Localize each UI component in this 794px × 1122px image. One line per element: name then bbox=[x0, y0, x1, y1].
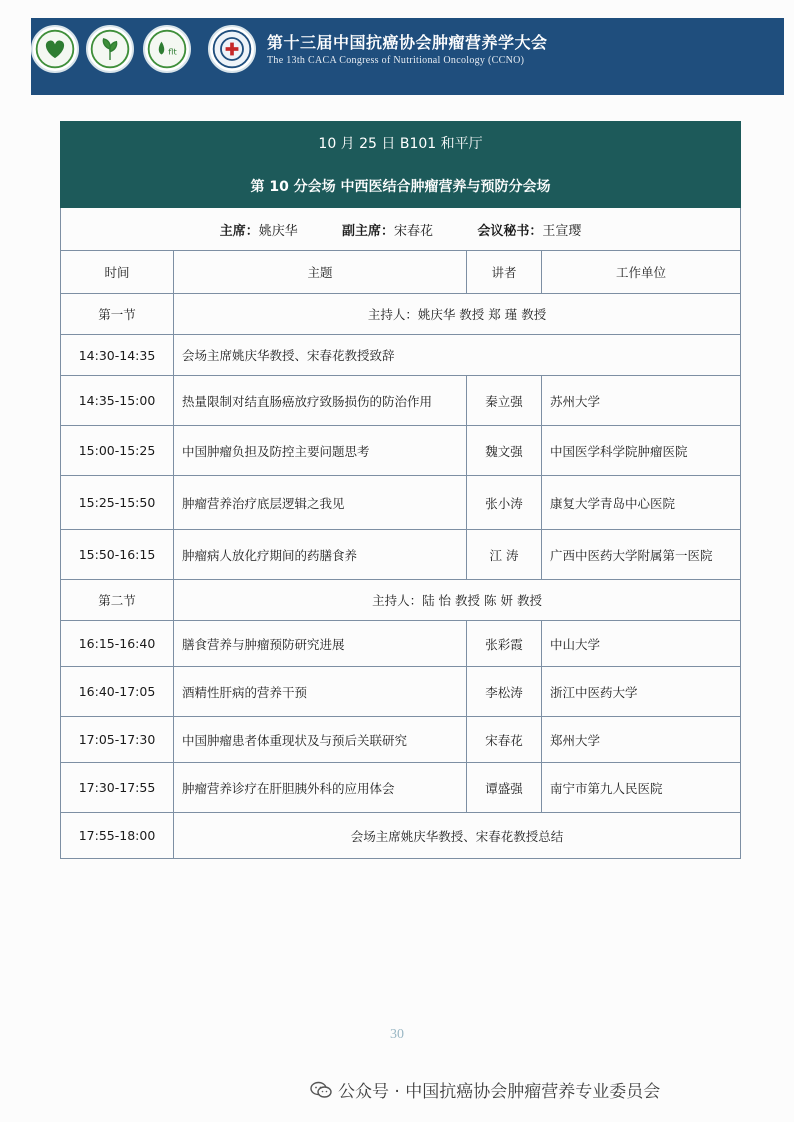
speaker-cell: 秦立强 bbox=[467, 376, 542, 426]
chair-name: 姚庆华 bbox=[258, 223, 298, 239]
unit-cell: 广西中医药大学附属第一医院 bbox=[542, 530, 741, 580]
unit-cell: 中山大学 bbox=[542, 621, 741, 667]
time-cell: 17:55-18:00 bbox=[61, 813, 174, 859]
wechat-icon bbox=[310, 1081, 332, 1099]
time-cell: 15:00-15:25 bbox=[61, 426, 174, 476]
time-cell: 15:25-15:50 bbox=[61, 476, 174, 530]
topic-cell: 会场主席姚庆华教授、宋春花教授总结 bbox=[174, 813, 741, 859]
topic-cell: 肿瘤病人放化疗期间的药膳食养 bbox=[174, 530, 467, 580]
col-unit: 工作单位 bbox=[542, 251, 741, 294]
time-cell: 16:15-16:40 bbox=[61, 621, 174, 667]
section-host: 主持人：陆 怡 教授 陈 妍 教授 bbox=[174, 580, 741, 621]
table-row bbox=[61, 717, 741, 763]
table-row bbox=[61, 476, 741, 530]
unit-cell: 中国医学科学院肿瘤医院 bbox=[542, 426, 741, 476]
unit-cell: 南宁市第九人民医院 bbox=[542, 763, 741, 813]
speaker-cell: 魏文强 bbox=[467, 426, 542, 476]
topic-cell: 中国肿瘤患者体重现状及与预后关联研究 bbox=[174, 717, 467, 763]
topic-cell: 膳食营养与肿瘤预防研究进展 bbox=[174, 621, 467, 667]
leaf-logo bbox=[86, 25, 134, 73]
topic-cell: 肿瘤营养诊疗在肝胆胰外科的应用体会 bbox=[174, 763, 467, 813]
heart-leaf-logo bbox=[31, 25, 79, 73]
speaker-cell: 李松涛 bbox=[467, 667, 542, 717]
section-host: 主持人：姚庆华 教授 郑 瑾 教授 bbox=[174, 294, 741, 335]
topic-cell: 中国肿瘤负担及防控主要问题思考 bbox=[174, 426, 467, 476]
col-speaker: 讲者 bbox=[467, 251, 542, 294]
table-row bbox=[61, 813, 741, 859]
footer bbox=[310, 1077, 660, 1102]
table-row bbox=[61, 667, 741, 717]
time-cell: 16:40-17:05 bbox=[61, 667, 174, 717]
secretary-name: 王宣璎 bbox=[542, 223, 582, 239]
header-banner bbox=[31, 18, 784, 95]
banner-title: 第十三届中国抗癌协会肿瘤营养学大会 bbox=[267, 33, 548, 52]
time-cell: 17:30-17:55 bbox=[61, 763, 174, 813]
chair-label: 主席： bbox=[219, 223, 259, 239]
session-row bbox=[61, 164, 741, 208]
topic-cell: 肿瘤营养治疗底层逻辑之我见 bbox=[174, 476, 467, 530]
col-time: 时间 bbox=[61, 251, 174, 294]
unit-cell: 康复大学青岛中心医院 bbox=[542, 476, 741, 530]
section-row bbox=[61, 580, 741, 621]
vice-chair-label: 副主席： bbox=[342, 223, 395, 239]
table-row bbox=[61, 426, 741, 476]
unit-cell: 浙江中医药大学 bbox=[542, 667, 741, 717]
banner-subtitle: The 13th CACA Congress of Nutritional Oncology (CCNO) bbox=[267, 55, 525, 66]
speaker-cell: 江 涛 bbox=[467, 530, 542, 580]
table-row bbox=[61, 376, 741, 426]
col-topic: 主题 bbox=[174, 251, 467, 294]
speaker-cell: 谭盛强 bbox=[467, 763, 542, 813]
section-row bbox=[61, 294, 741, 335]
table-row bbox=[61, 621, 741, 667]
unit-cell: 郑州大学 bbox=[542, 717, 741, 763]
schedule-table bbox=[60, 121, 741, 859]
table-row bbox=[61, 530, 741, 580]
time-cell: 14:30-14:35 bbox=[61, 335, 174, 376]
time-cell: 14:35-15:00 bbox=[61, 376, 174, 426]
speaker-cell: 张小涛 bbox=[467, 476, 542, 530]
svg-text:flt: flt bbox=[168, 46, 177, 57]
section-label: 第一节 bbox=[61, 294, 174, 335]
footer-text: 公众号 · 中国抗癌协会肿瘤营养专业委员会 bbox=[338, 1082, 661, 1102]
page-number: 30 bbox=[390, 1027, 404, 1042]
time-cell: 15:50-16:15 bbox=[61, 530, 174, 580]
table-row bbox=[61, 335, 741, 376]
table-row bbox=[61, 763, 741, 813]
speaker-cell: 宋春花 bbox=[467, 717, 542, 763]
time-cell: 17:05-17:30 bbox=[61, 717, 174, 763]
chairs-row bbox=[61, 208, 741, 251]
secretary-label: 会议秘书： bbox=[477, 223, 543, 239]
section-label: 第二节 bbox=[61, 580, 174, 621]
drop-logo bbox=[143, 25, 191, 73]
unit-cell: 苏州大学 bbox=[542, 376, 741, 426]
session-title: 第 10 分会场 中西医结合肿瘤营养与预防分会场 bbox=[61, 164, 741, 208]
date-room-row bbox=[61, 122, 741, 164]
topic-cell: 酒精性肝病的营养干预 bbox=[174, 667, 467, 717]
column-header-row bbox=[61, 251, 741, 294]
caca-logo bbox=[208, 25, 256, 73]
vice-chair-name: 宋春花 bbox=[394, 223, 434, 239]
date-room: 10 月 25 日 B101 和平厅 bbox=[61, 122, 741, 164]
topic-cell: 会场主席姚庆华教授、宋春花教授致辞 bbox=[174, 335, 741, 376]
speaker-cell: 张彩霞 bbox=[467, 621, 542, 667]
chairs-cell bbox=[61, 208, 741, 251]
topic-cell: 热量限制对结直肠癌放疗致肠损伤的防治作用 bbox=[174, 376, 467, 426]
